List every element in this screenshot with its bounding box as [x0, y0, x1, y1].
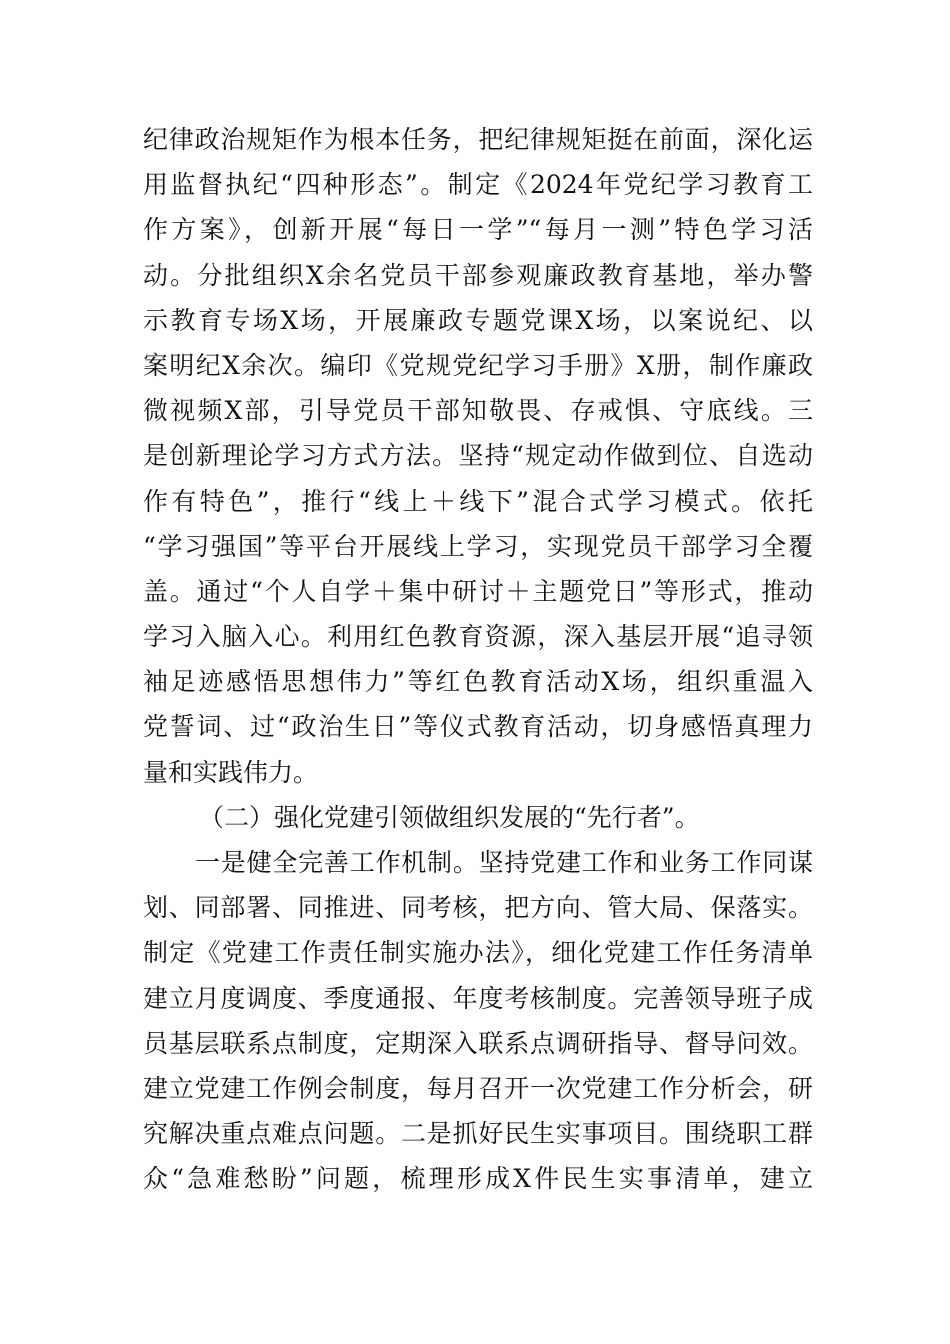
text-line: 一是健全完善工作机制。坚持党建工作和业务工作同谋: [195, 848, 813, 877]
text-line: 袖足迹感悟思想伟力”等红色教育活动X场，组织重温入: [143, 667, 813, 697]
text-line: 学习入脑入心。利用红色教育资源，深入基层开展“追寻领: [143, 622, 813, 652]
text-line: 是创新理论学习方式方法。坚持“规定动作做到位、自选动: [143, 441, 813, 471]
text-line: 众“急难愁盼”问题，梳理形成X件民生实事清单，建立: [143, 1164, 813, 1194]
text-line: 作方案》，创新开展“每日一学”“每月一测”特色学习活: [143, 215, 813, 245]
text-line: 划、同部署、同推进、同考核，把方向、管大局、保落实。: [143, 893, 813, 923]
text-line: 建立党建工作例会制度，每月召开一次党建工作分析会，研: [143, 1073, 813, 1103]
text-line: 制定《党建工作责任制实施办法》，细化党建工作任务清单: [143, 938, 813, 968]
text-line: 微视频X部，引导党员干部知敬畏、存戒惧、守底线。三: [143, 396, 813, 426]
text-line: 用监督执纪“四种形态”。制定《2024年党纪学习教育工: [143, 170, 813, 200]
text-line: “学习强国”等平台开展线上学习，实现党员干部学习全覆: [143, 531, 813, 561]
document-body: [143, 117, 813, 1202]
text-line: 纪律政治规矩作为根本任务，把纪律规矩挺在前面，深化运: [143, 125, 813, 154]
text-line: 究解决重点难点问题。二是抓好民生实事项目。围绕职工群: [143, 1119, 813, 1149]
text-line: 党誓词、过“政治生日”等仪式教育活动，切身感悟真理力: [143, 712, 813, 742]
text-line: 量和实践伟力。: [143, 757, 319, 787]
text-line: 作有特色”，推行“线上＋线下”混合式学习模式。依托: [143, 486, 813, 516]
section-heading: （二）强化党建引领做组织发展的“先行者”。: [199, 802, 700, 832]
text-line: 示教育专场X场，开展廉政专题党课X场，以案说纪、以: [143, 305, 813, 335]
text-line: 动。分批组织X余名党员干部参观廉政教育基地，举办警: [143, 260, 813, 290]
text-line: 建立月度调度、季度通报、年度考核制度。完善领导班子成: [143, 983, 813, 1013]
text-line: 盖。通过“个人自学＋集中研讨＋主题党日”等形式，推动: [143, 576, 813, 606]
text-line: 员基层联系点制度，定期深入联系点调研指导、督导问效。: [143, 1028, 813, 1058]
text-line: 案明纪X余次。编印《党规党纪学习手册》X册，制作廉政: [143, 350, 813, 380]
